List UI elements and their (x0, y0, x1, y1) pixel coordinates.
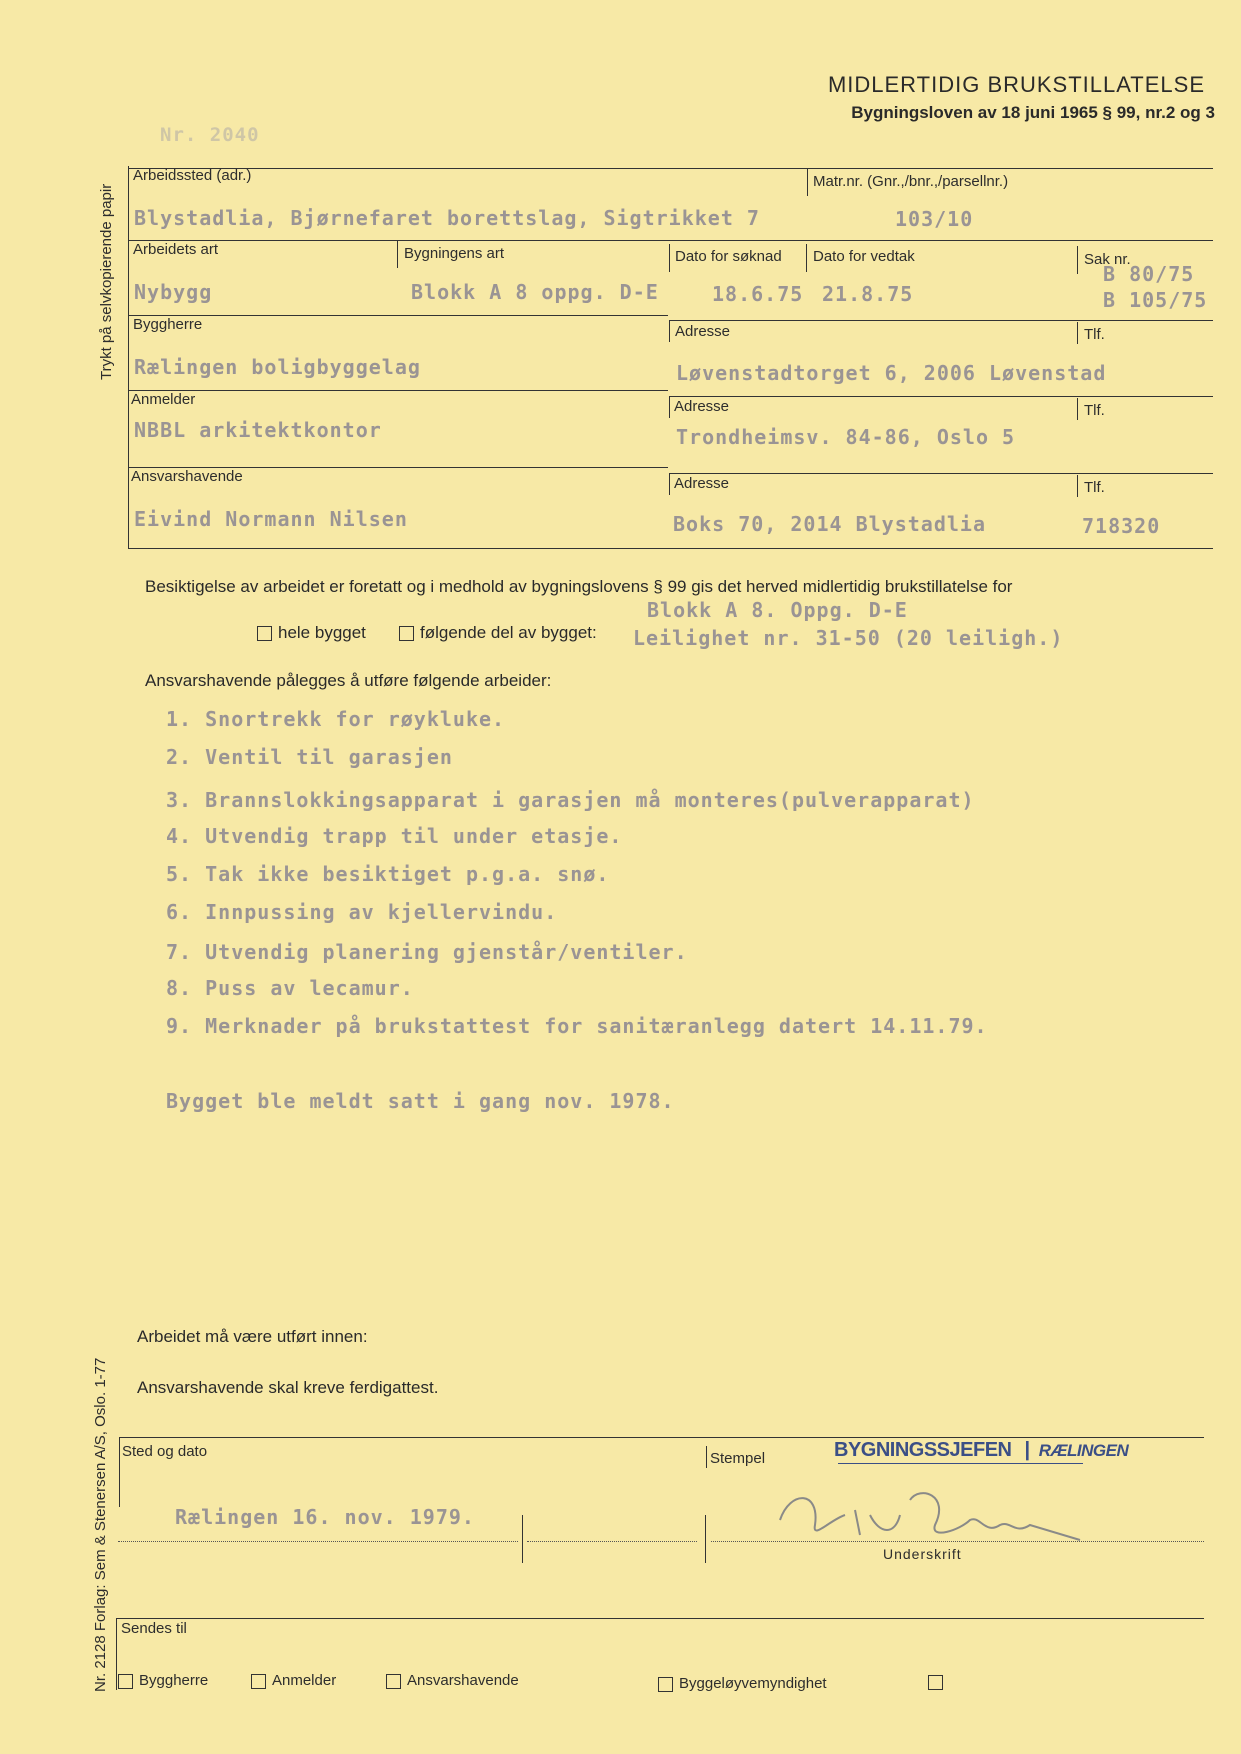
divider (119, 1437, 120, 1507)
signature-top-border (119, 1437, 1204, 1438)
recipient-byggherre[interactable] (118, 1672, 208, 1689)
checkbox-anmelder[interactable] (251, 1674, 266, 1689)
form-left-border (128, 166, 129, 548)
label-sted-og-dato: Sted og dato (122, 1443, 208, 1460)
recipient-anmelder[interactable] (251, 1672, 336, 1689)
stamp-text-1: BYGNINGSSJEFEN (834, 1439, 1012, 1461)
label-anmelder-tlf: Tlf. (1084, 402, 1105, 419)
divider (669, 473, 670, 495)
divider (669, 396, 670, 418)
divider (1077, 398, 1078, 420)
option-part-building[interactable] (399, 623, 597, 643)
value-dato-vedtak: 21.8.75 (822, 282, 914, 306)
document-title: MIDLERTIDIG BRUKSTILLATELSE (827, 72, 1205, 97)
divider (669, 244, 670, 272)
divider (807, 168, 808, 196)
label-arbeidets-art: Arbeidets art (133, 241, 219, 258)
value-byggherre-adresse: Løvenstadtorget 6, 2006 Løvenstad (676, 361, 1107, 385)
document-subtitle: Bygningsloven av 18 juni 1965 § 99, nr.2 og 3 (851, 103, 1215, 122)
checkbox-part-building[interactable] (399, 626, 414, 641)
label-stempel: Stempel (710, 1450, 766, 1467)
divider (806, 244, 807, 272)
label-dato-soknad: Dato for søknad (675, 248, 782, 265)
option-whole-label: hele bygget (278, 623, 366, 642)
recipient-label: Byggherre (139, 1672, 209, 1689)
label-anmelder-adresse: Adresse (674, 398, 730, 415)
divider (1077, 322, 1078, 344)
form-bottom-border (128, 548, 1213, 549)
value-byggherre: Rælingen boligbyggelag (134, 355, 421, 379)
row-divider (669, 320, 1213, 321)
row-divider (128, 315, 668, 316)
label-dato-vedtak: Dato for vedtak (813, 248, 915, 265)
divider (705, 1515, 706, 1563)
dotted-line (527, 1541, 697, 1542)
checkbox-byggherre[interactable] (118, 1674, 133, 1689)
work-intro: Ansvarshavende pålegges å utføre følgende arbeider: (145, 671, 552, 690)
divider (397, 240, 398, 268)
work-item: 7. Utvendig planering gjenstår/ventiler. (166, 940, 688, 964)
dotted-line (711, 1541, 1204, 1542)
checkbox-byggeloyvemyndighet[interactable] (658, 1677, 673, 1692)
value-bygningens-art: Blokk A 8 oppg. D-E (411, 280, 659, 304)
row-divider (128, 390, 668, 391)
recipient-ansvarshavende[interactable] (386, 1672, 519, 1689)
value-dato-soknad: 18.6.75 (712, 282, 804, 306)
value-anmelder: NBBL arkitektkontor (134, 418, 382, 442)
value-sak-nr-2: B 105/75 (1103, 288, 1208, 312)
label-underskrift: Underskrift (883, 1546, 962, 1562)
permit-intro: Besiktigelse av arbeidet er foretatt og i medhold av bygningslovens § 99 gis det herved midlertidig brukstillatelse for (145, 577, 1013, 596)
value-arbeidets-art: Nybygg (134, 280, 213, 304)
label-byggherre-adresse: Adresse (675, 323, 731, 340)
value-anmelder-adresse: Trondheimsv. 84-86, Oslo 5 (676, 425, 1016, 449)
stamp-underline (838, 1463, 1083, 1464)
work-item: 3. Brannslokkingsapparat i garasjen må monteres(pulverapparat) (166, 788, 975, 812)
label-ansvarshavende-adresse: Adresse (674, 475, 730, 492)
divider (116, 1618, 117, 1690)
work-item: 6. Innpussing av kjellervindu. (166, 900, 558, 924)
stamp-office: BYGNINGSSJEFEN | RÆLINGEN (834, 1439, 1129, 1461)
form-top-border (128, 168, 1213, 169)
checkbox-blank[interactable] (928, 1675, 943, 1690)
label-sendes-til: Sendes til (121, 1620, 187, 1637)
value-arbeidssted: Blystadlia, Bjørnefaret borettslag, Sigtrikket 7 (134, 206, 760, 230)
divider (1077, 246, 1078, 274)
label-matrnr: Matr.nr. (Gnr.,/bnr.,/parsellnr.) (813, 173, 1009, 190)
value-ansvarshavende-tlf: 718320 (1082, 514, 1161, 538)
label-sak-nr: Sak nr. (1084, 251, 1131, 268)
work-item: 4. Utvendig trapp til under etasje. (166, 824, 623, 848)
label-ansvarshavende-tlf: Tlf. (1084, 479, 1105, 496)
side-note-top: Trykt på selvkopierende papir (98, 183, 115, 380)
divider (669, 320, 670, 342)
dotted-line (118, 1541, 518, 1542)
certificate-text: Ansvarshavende skal kreve ferdigattest. (137, 1378, 439, 1397)
row-divider (128, 240, 1213, 241)
value-ansvarshavende-adresse: Boks 70, 2014 Blystadlia (673, 512, 986, 536)
label-anmelder: Anmelder (131, 391, 196, 408)
sendes-top-border (116, 1618, 1204, 1619)
recipient-label: Anmelder (272, 1672, 337, 1689)
permit-part-line2: Leilighet nr. 31-50 (20 leiligh.) (633, 626, 1064, 650)
divider (706, 1446, 707, 1468)
work-item: 5. Tak ikke besiktiget p.g.a. snø. (166, 862, 610, 886)
recipient-label: Byggeløyvemyndighet (679, 1675, 827, 1692)
permit-note: Bygget ble meldt satt i gang nov. 1978. (166, 1089, 675, 1113)
divider (1077, 475, 1078, 497)
value-matrnr: 103/10 (895, 207, 974, 231)
label-byggherre: Byggherre (133, 316, 203, 333)
stamp-text-2: RÆLINGEN (1038, 1441, 1129, 1460)
work-item: 1. Snortrekk for røykluke. (166, 707, 506, 731)
checkbox-whole-building[interactable] (257, 626, 272, 641)
divider (522, 1515, 523, 1563)
value-sak-nr-1: B 80/75 (1103, 262, 1195, 286)
value-ansvarshavende: Eivind Normann Nilsen (134, 507, 408, 531)
checkbox-ansvarshavende[interactable] (386, 1674, 401, 1689)
permit-part-line1: Blokk A 8. Oppg. D-E (647, 598, 908, 622)
reference-number: Nr. 2040 (160, 124, 260, 146)
option-whole-building[interactable] (257, 623, 366, 643)
row-divider (669, 396, 1213, 397)
work-item: 9. Merknader på brukstattest for sanitæranlegg datert 14.11.79. (166, 1014, 988, 1038)
recipient-blank[interactable] (928, 1673, 949, 1690)
label-ansvarshavende: Ansvarshavende (131, 468, 243, 485)
value-sted-og-dato: Rælingen 16. nov. 1979. (175, 1505, 475, 1529)
side-note-bottom: Nr. 2128 Forlag: Sem & Stenersen A/S, Oslo. 1-77 (92, 1357, 109, 1692)
recipient-byggeloyvemyndighet[interactable] (658, 1675, 827, 1692)
deadline-text: Arbeidet må være utført innen: (137, 1327, 368, 1346)
recipient-label: Ansvarshavende (407, 1672, 519, 1689)
option-part-label: følgende del av bygget: (420, 623, 597, 642)
work-item: 2. Ventil til garasjen (166, 745, 453, 769)
label-bygningens-art: Bygningens art (404, 245, 505, 262)
label-arbeidssted: Arbeidssted (adr.) (133, 167, 252, 184)
work-item: 8. Puss av lecamur. (166, 976, 414, 1000)
label-byggherre-tlf: Tlf. (1084, 326, 1105, 343)
row-divider (669, 473, 1213, 474)
